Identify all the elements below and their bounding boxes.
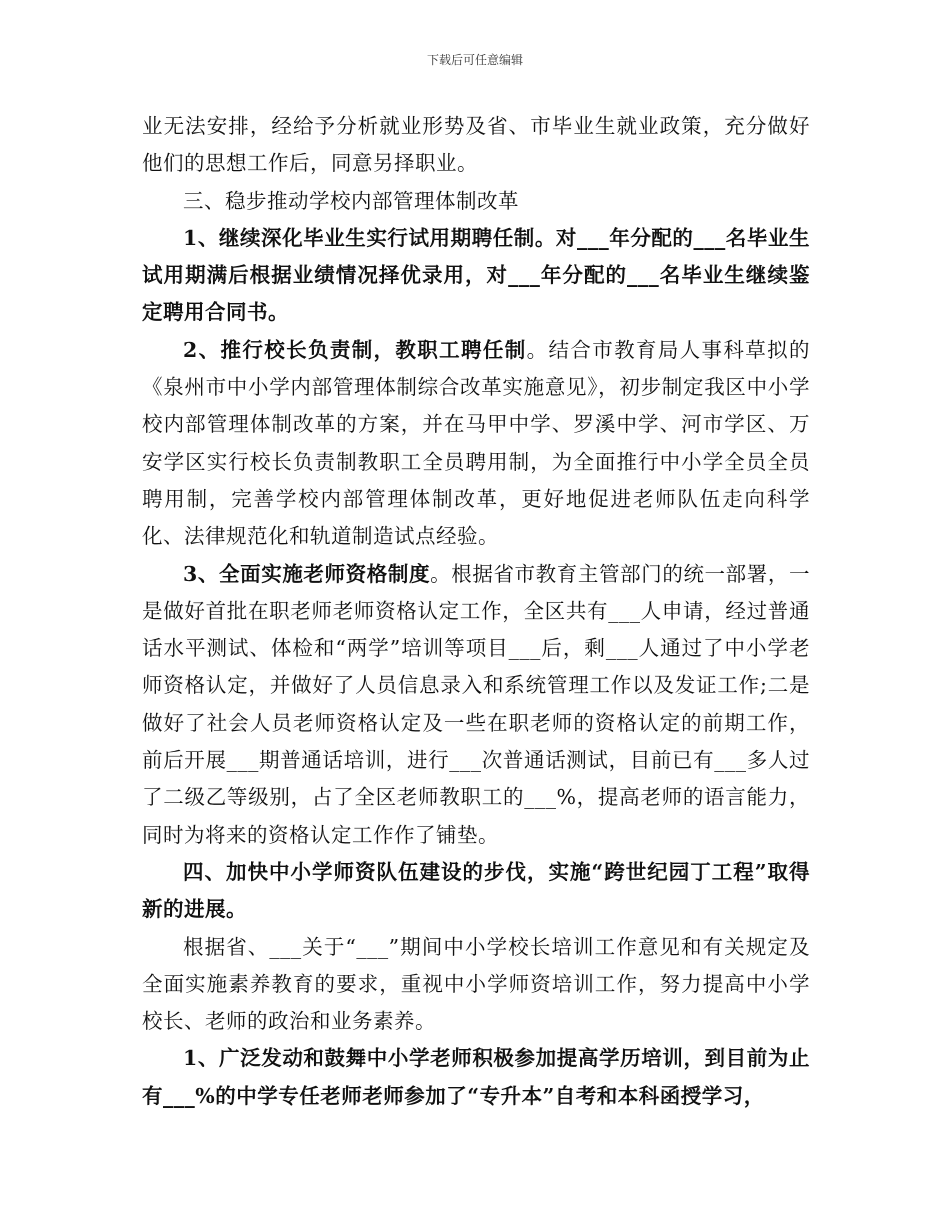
- paragraph-text: 。根据省市教育主管部门的统一部署，一是做好首批在职老师老师资格认定工作，全区共有___人申请，经过普通话水平测试、体检和“两学”培训等项目___后，剩___人通过了中小学老师资格认定，并做好了人员信息录入和系统管理工作以及发证工作;二是做好了社会人员老师资格认定及一些在职老师的资格认定的前期工作，前后开展___期普通话培训，进行___次普通话测试，目前已有___多人过了二级乙等级别，占了全区老师教职工的___%，提高老师的语言能力，同时为将来的资格认定工作作了铺垫。: [142, 561, 811, 847]
- section-heading-4: [142, 854, 810, 929]
- paragraph-principal-responsibility: [142, 332, 810, 556]
- section-heading-text: 三、稳步推动学校内部管理体制改革: [183, 188, 519, 213]
- paragraph-bold-lead: 2、推行校长负责制，教职工聘任制: [183, 337, 527, 362]
- paragraph-bold-lead: 1、广泛发动和鼓舞中小学老师积极参加提高学历培训，到目前为止有___%的中学专任老师老师参加了“专升本”自考和本科函授学习，: [142, 1046, 810, 1108]
- paragraph-teacher-qualification: [142, 556, 810, 854]
- paragraph-bold-lead: 1、继续深化毕业生实行试用期聘任制。对___年分配的___名毕业生试用期满后根据业绩情况择优录用，对___年分配的___名毕业生继续鉴定聘用合同书。: [142, 225, 810, 325]
- section-heading-text: 四、加快中小学师资队伍建设的步伐，实施“跨世纪园丁工程”取得新的进展。: [142, 859, 810, 922]
- paragraph-text: 根据省、___关于“___”期间中小学校长培训工作意见和有关规定及全面实施素养教育的要求，重视中小学师资培训工作，努力提高中小学校长、老师的政治和业务素养。: [142, 934, 810, 1034]
- paragraph-bold-lead: 3、全面实施老师资格制度: [183, 561, 431, 586]
- document-body: [142, 108, 810, 1115]
- section-heading-3: [142, 183, 810, 220]
- paragraph-text: 。结合市教育局人事科草拟的《泉州市中小学内部管理体制综合改革实施意见》，初步制定我区中小学校内部管理体制改革的方案，并在马甲中学、罗溪中学、河市学区、万安学区实行校长负责制教职工全员聘用制，为全面推行中小学全员全员聘用制，完善学校内部管理体制改革，更好地促进老师队伍走向科学化、法律规范化和轨道制造试点经验。: [142, 337, 811, 549]
- page-header: 下载后可任意编辑: [426, 53, 523, 67]
- paragraph-training-policy: [142, 929, 810, 1041]
- paragraph-employment-continued: [142, 108, 810, 183]
- paragraph-degree-training: [142, 1040, 810, 1115]
- paragraph-text: 业无法安排，经给予分析就业形势及省、市毕业生就业政策，充分做好他们的思想工作后，同意另择职业。: [142, 114, 810, 176]
- paragraph-probation-system: [142, 220, 810, 332]
